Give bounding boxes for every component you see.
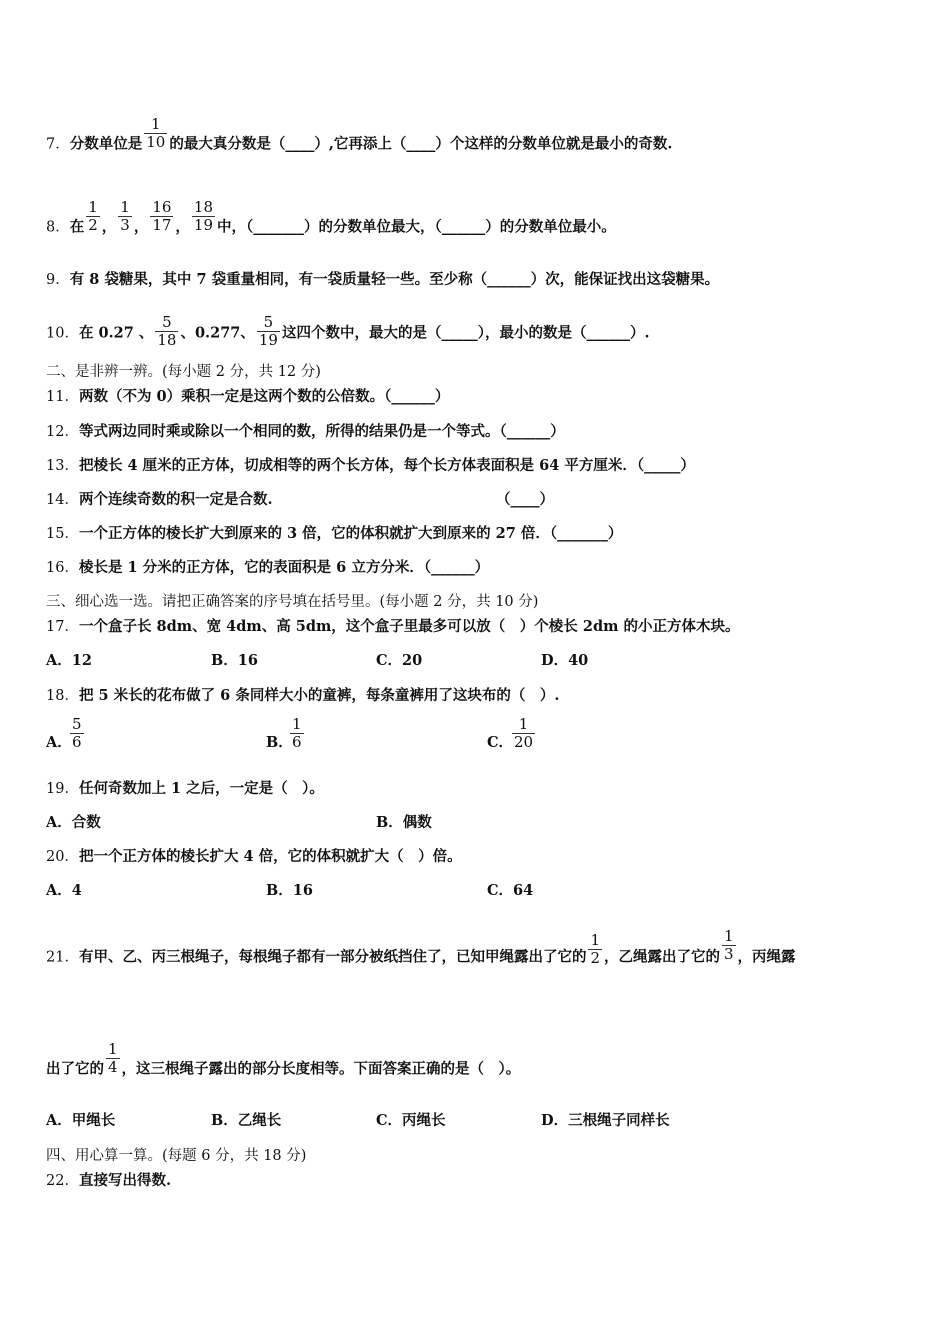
separator: ，: [175, 218, 190, 236]
question-text: ，乙绳露出了它的: [604, 948, 720, 966]
question-number: 15．: [46, 526, 79, 542]
question-21: [46, 927, 796, 975]
option-b[interactable]: B．偶数: [376, 814, 432, 831]
fraction: $\frac{18}{19}$: [193, 198, 214, 234]
question-number: 19．: [46, 781, 79, 797]
option-b[interactable]: B．乙绳长: [211, 1112, 282, 1129]
separator: ，: [133, 218, 149, 236]
question-number: 21．: [46, 949, 79, 966]
option-a[interactable]: [46, 733, 72, 753]
option-a[interactable]: A．12: [46, 652, 92, 669]
question-7: [46, 115, 673, 162]
fraction: $\frac{1}{3}$: [724, 927, 734, 963]
option-d[interactable]: D．40: [541, 652, 589, 669]
question-17: [46, 617, 739, 637]
question-text: 两个连续奇数的积一定是合数.: [78, 491, 273, 508]
option-a[interactable]: A．合数: [46, 814, 101, 831]
question-text: 的最大真分数是（____）,它再添上（____）个这样的分数单位就是最小的奇数.: [169, 135, 673, 153]
option-c[interactable]: C．64: [487, 882, 534, 899]
question-text: 一个正方体的棱长扩大到原来的 3 倍，它的体积就扩大到原来的 27 倍．（_______）: [78, 525, 623, 542]
question-18: [46, 686, 559, 706]
option-b[interactable]: [266, 733, 293, 753]
question-14: [46, 490, 554, 510]
option-c[interactable]: C．20: [376, 652, 423, 669]
fraction: $\frac{5}{19}$: [258, 313, 278, 349]
question-11: [46, 387, 449, 407]
question-number: 10．: [46, 325, 79, 342]
question-number: 14．: [46, 492, 79, 508]
question-12: [46, 422, 565, 442]
fraction: $\frac{1}{4}$: [108, 1040, 118, 1076]
fraction: $\frac{1}{2}$: [88, 198, 98, 234]
question-number: 11．: [46, 389, 79, 405]
option-label: C．: [487, 734, 514, 751]
option-c[interactable]: [487, 733, 513, 753]
question-number: 18．: [46, 688, 79, 704]
question-text: 把 5 米长的花布做了 6 条同样大小的童裤，每条童裤用了这块布的（ ）.: [78, 687, 560, 704]
option-a-fraction: 5 6: [72, 715, 82, 751]
question-text: 棱长是 1 分米的正方体，它的表面积是 6 立方分米．（______）: [78, 559, 490, 576]
question-text: 分数单位是: [69, 135, 143, 153]
question-text: 有 8 袋糖果，其中 7 袋重量相同，有一袋质量轻一些。至少称（______）次，能保证找出这袋糖果。: [69, 271, 720, 288]
fraction: $\frac{1}{10}$: [146, 115, 166, 151]
question-text: 、0.277、: [180, 324, 255, 342]
option-b[interactable]: B．16: [211, 652, 258, 669]
question-19: [46, 779, 324, 799]
section-2-heading: 二、是非辨一辨。(每小题 2 分，共 12 分): [46, 364, 321, 380]
question-number: 17．: [46, 619, 79, 635]
question-text: 把棱长 4 厘米的正方体，切成相等的两个长方体，每个长方体表面积是 64 平方厘米．（_____）: [78, 457, 695, 474]
question-text: 直接写出得数.: [78, 1172, 172, 1189]
question-text: 在: [69, 218, 85, 236]
option-c[interactable]: C．丙绳长: [376, 1112, 446, 1129]
question-21-continued: [46, 1040, 521, 1087]
question-text: 在 0.27 、: [78, 324, 154, 342]
fraction: $\frac{1}{3}$: [120, 198, 130, 234]
fraction: $\frac{16}{17}$: [152, 198, 172, 234]
separator: ，: [101, 218, 117, 236]
option-a[interactable]: A．甲绳长: [46, 1112, 116, 1129]
question-text: 把一个正方体的棱长扩大 4 倍，它的体积就扩大（ ）倍。: [78, 848, 462, 865]
answer-blank: （____）: [496, 491, 554, 508]
question-9: [46, 270, 719, 290]
question-number: 8．: [46, 219, 70, 236]
option-a[interactable]: A．4: [46, 882, 82, 899]
question-15: [46, 524, 622, 544]
fraction: $\frac{1}{2}$: [590, 931, 600, 967]
question-text: 出了它的: [46, 1060, 104, 1078]
question-text: 这四个数中，最大的是（_____），最小的数是（______）.: [281, 324, 650, 342]
question-16: [46, 558, 489, 578]
question-22: [46, 1171, 171, 1191]
question-number: 20．: [46, 849, 79, 865]
option-label: B．: [266, 734, 293, 751]
question-text: 两数（不为 0）乘积一定是这两个数的公倍数。（______）: [78, 388, 450, 405]
question-text: 一个盒子长 8dm、宽 4dm、高 5dm，这个盒子里最多可以放（ ）个棱长 2dm 的小正方体木块。: [78, 618, 740, 635]
question-text: 有甲、乙、丙三根绳子，每根绳子都有一部分被纸挡住了，已知甲绳露出了它的: [78, 948, 587, 966]
question-number: 22．: [46, 1173, 79, 1189]
section-3-heading: 三、细心选一选。请把正确答案的序号填在括号里。(每小题 2 分，共 10 分): [46, 594, 539, 610]
option-c-fraction: 1 20: [514, 715, 534, 751]
option-b[interactable]: B．16: [266, 882, 313, 899]
question-number: 9．: [46, 272, 70, 288]
question-number: 16．: [46, 560, 79, 576]
question-number: 12．: [46, 424, 79, 440]
question-text: ，这三根绳子露出的部分长度相等。下面答案正确的是（ ）。: [121, 1060, 521, 1078]
section-4-heading: 四、用心算一算。(每题 6 分，共 18 分): [46, 1148, 307, 1164]
question-text: ，丙绳露: [737, 948, 796, 966]
question-20: [46, 847, 462, 867]
fraction: $\frac{5}{18}$: [157, 313, 177, 349]
question-number: 7．: [46, 136, 70, 153]
option-d[interactable]: D．三根绳子同样长: [541, 1112, 670, 1129]
question-text: 等式两边同时乘或除以一个相同的数，所得的结果仍是一个等式。（______）: [78, 423, 565, 440]
option-b-fraction: 1 6: [292, 715, 302, 751]
question-8: [46, 198, 616, 245]
option-label: A．: [46, 734, 72, 751]
question-13: [46, 456, 695, 476]
question-number: 13．: [46, 458, 79, 474]
question-text: 任何奇数加上 1 之后，一定是（ ）。: [78, 780, 324, 797]
question-10: [46, 313, 650, 351]
question-text: 中，（_______）的分数单位最大，（______）的分数单位最小。: [217, 218, 616, 236]
